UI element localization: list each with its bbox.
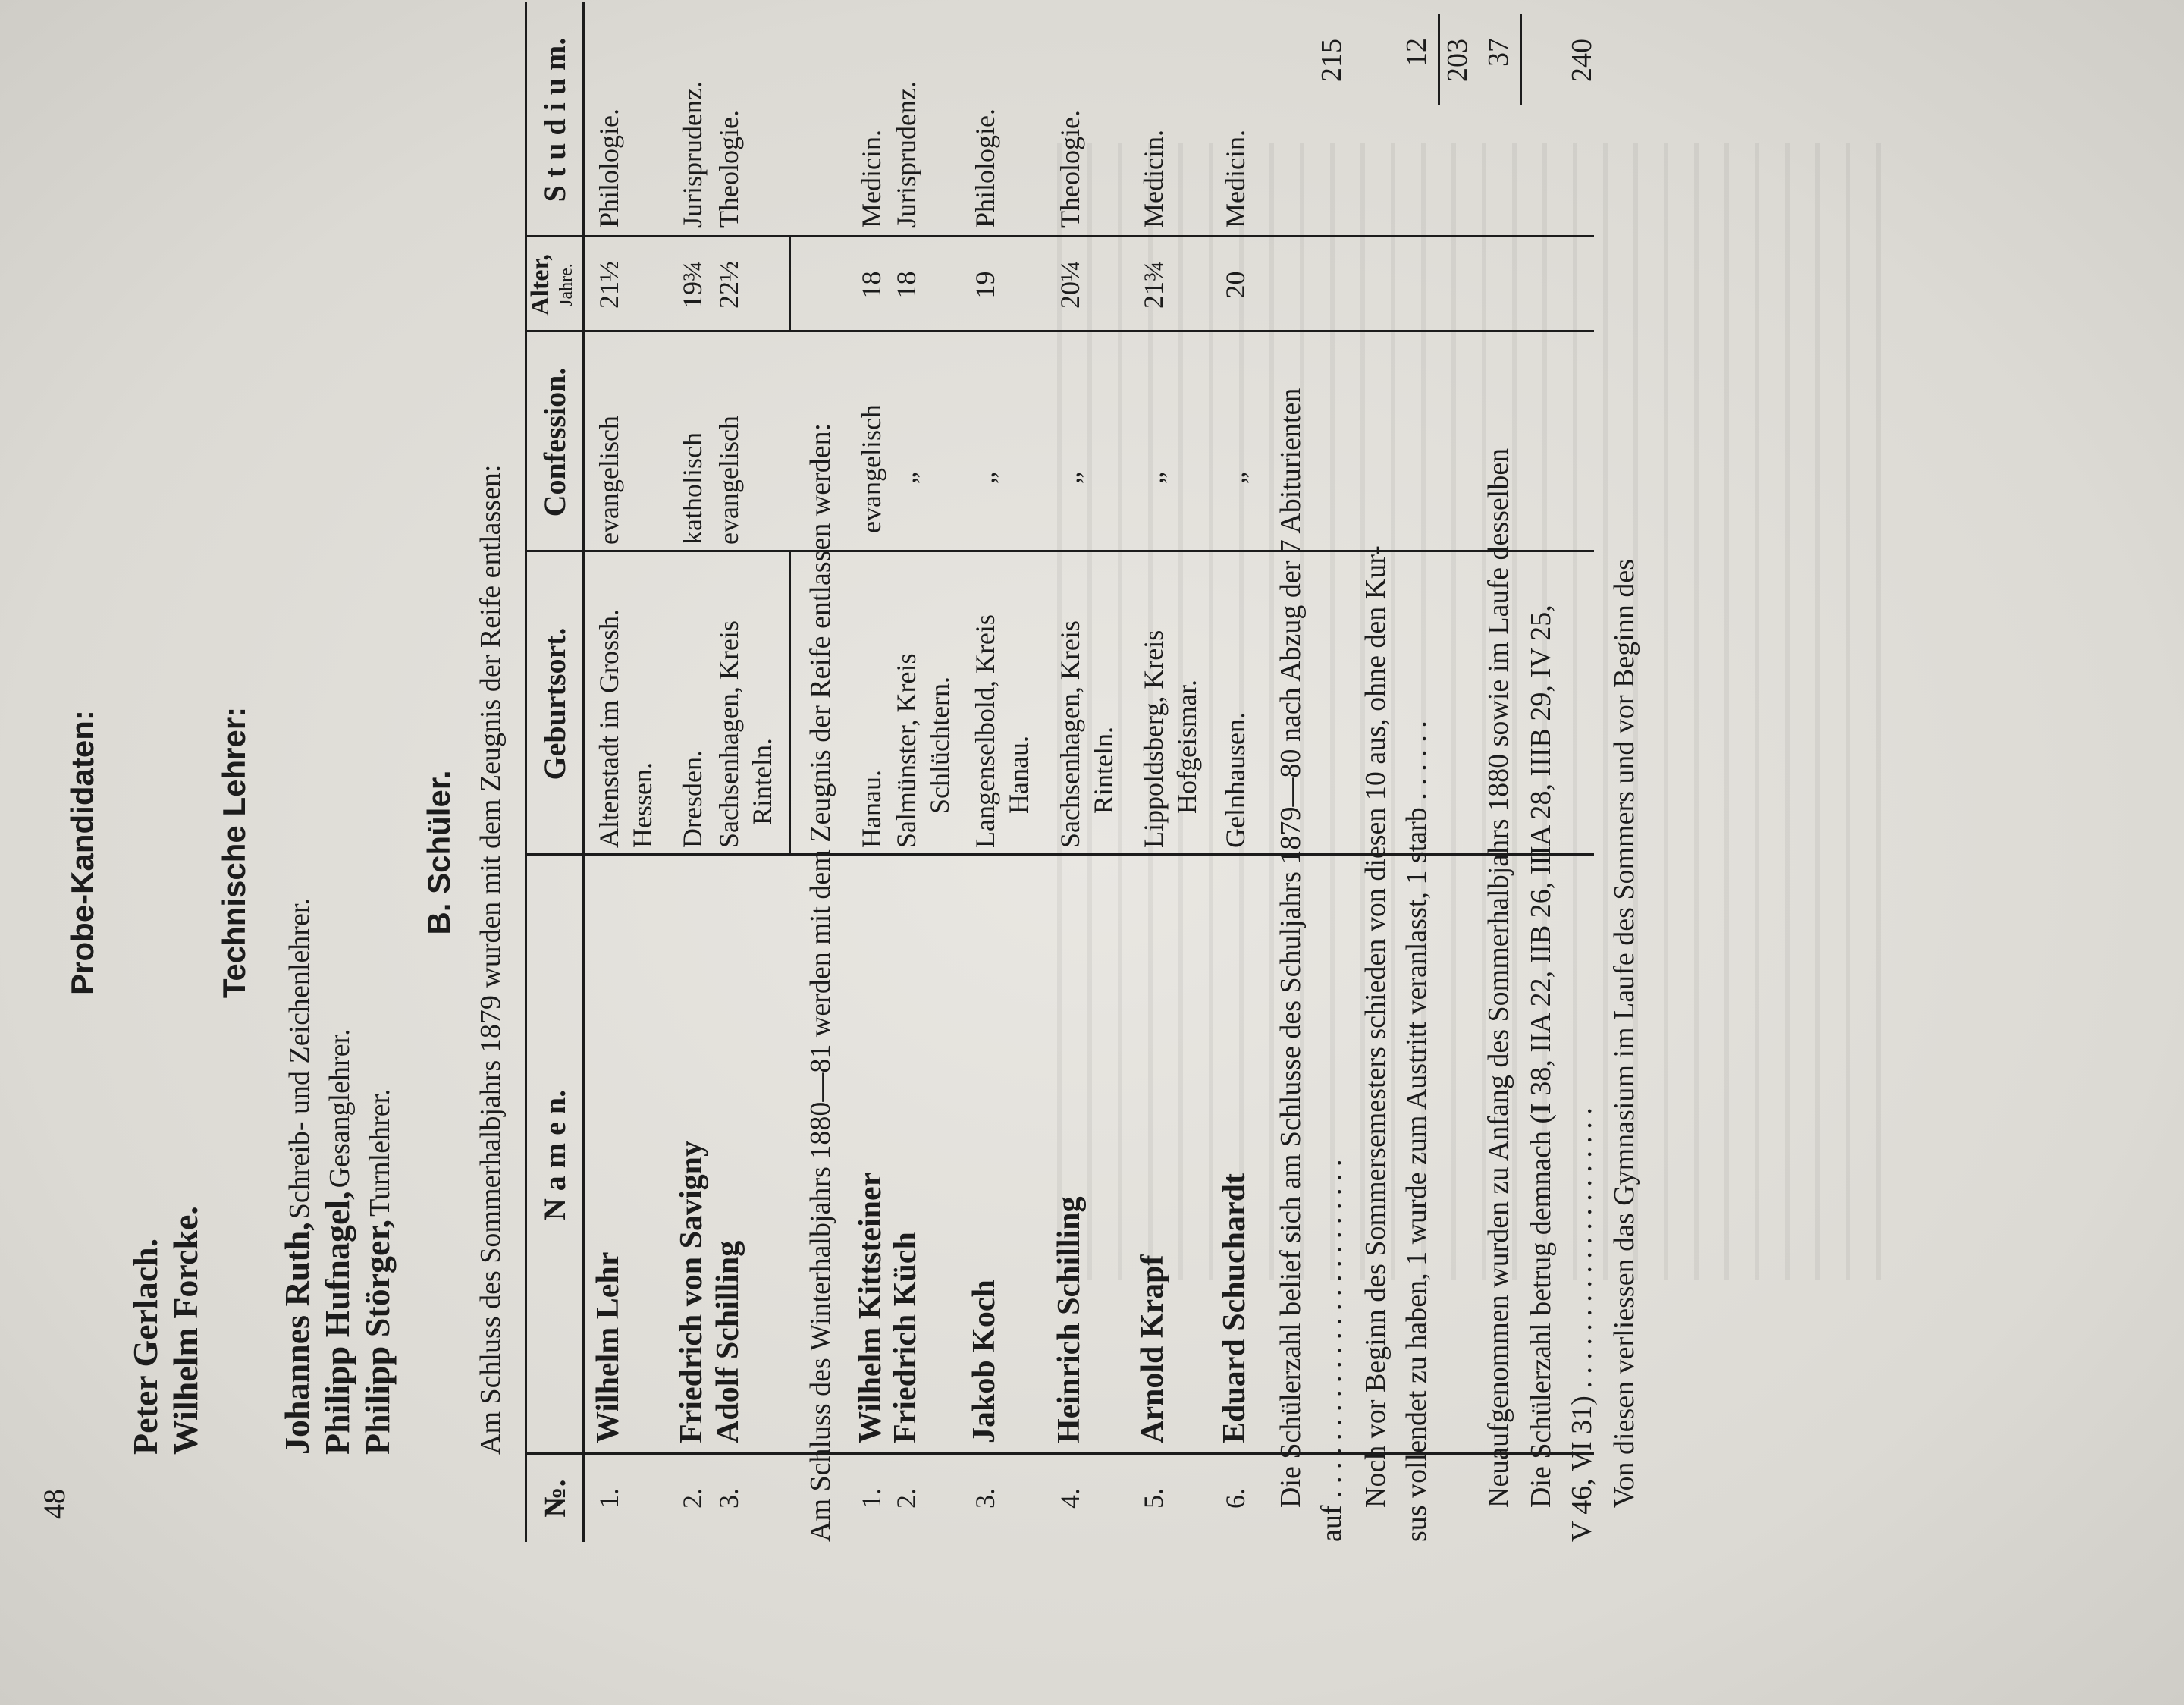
table-row-birthplace: Altenstadt im Grossh.: [594, 609, 624, 848]
para-departures-line2: sus vollendet zu haben, 1 wurde zum Austritt veranlasst, 1 starb . . . . . .: [1401, 721, 1432, 1542]
table-row-age: 18: [891, 271, 921, 299]
table-row-birthplace: Sachsenhagen, Kreis: [1055, 620, 1085, 848]
header-age-unit: Jahre.: [557, 263, 576, 306]
column-divider: [525, 853, 1594, 856]
para-enrollment-line1: Die Schülerzahl belief sich am Schlusse des Schuljahrs 1879—80 nach Abzug der 7 Abiturienten: [1275, 388, 1307, 1508]
probe-candidates-heading: Probe-Kandidaten:: [64, 710, 100, 995]
para-total-line1: [1524, 604, 1558, 1508]
table-row-nr: 1.: [856, 1488, 886, 1509]
header-name: N a m e n.: [538, 1089, 572, 1221]
table-row-age: 18: [856, 271, 886, 299]
table-top-rule: [525, 2, 527, 1542]
teacher-row-3: [357, 1088, 397, 1455]
table-row-confession: katholisch: [677, 432, 708, 545]
table-row-name: Jakob Koch: [967, 1280, 1002, 1443]
value-new-students: 37: [1483, 38, 1514, 67]
row-rule: [789, 237, 791, 332]
page-number: 48: [37, 1489, 71, 1519]
teacher-row-1: [277, 898, 317, 1455]
table-row-confession: „: [1138, 472, 1169, 484]
table-row-nr: 1.: [594, 1488, 624, 1509]
table-row-name: Eduard Schuchardt: [1217, 1173, 1252, 1443]
table-row-study: Medicin.: [856, 130, 886, 228]
table-row-birthplace-cont: Rinteln.: [747, 738, 777, 825]
teacher-role: Gesanglehrer.: [324, 1028, 356, 1188]
table-header-rule: [582, 2, 585, 1542]
table-row-birthplace: Langenselbold, Kreis: [970, 614, 1000, 848]
table-row-name: Friedrich Küch: [888, 1232, 923, 1443]
table-row-age: 22½: [714, 261, 744, 309]
section-b-title: B. Schüler.: [421, 770, 457, 935]
table-row-birthplace-cont: Rinteln.: [1088, 727, 1119, 814]
table-row-name: Heinrich Schilling: [1052, 1196, 1087, 1443]
table-row-name: Adolf Schilling: [711, 1240, 745, 1443]
teacher-name: Johannes Ruth,: [278, 1222, 316, 1455]
value-subtotal: 203: [1442, 39, 1473, 82]
sum-rule: [1520, 14, 1522, 105]
table-row-age: 21½: [594, 261, 624, 309]
table-row-name: Arnold Krapf: [1135, 1254, 1170, 1443]
table-row-nr: 5.: [1138, 1488, 1169, 1509]
teacher-role: Schreib- und Zeichenlehrer.: [284, 898, 315, 1220]
table-row-confession: „: [970, 472, 1000, 484]
header-confession: Confession.: [538, 367, 572, 517]
table-row-age: 19¾: [677, 261, 708, 309]
table-row-birthplace: Hanau.: [856, 770, 886, 848]
probe-candidate-1: Peter Gerlach.: [126, 1238, 165, 1455]
header-age: Alter,: [526, 254, 554, 316]
header-nr: №.: [538, 1479, 572, 1518]
table-row-study: Medicin.: [1138, 130, 1169, 228]
table-row-birthplace-cont: Hessen.: [627, 762, 657, 848]
table-row-name: Friedrich von Savigny: [674, 1140, 709, 1443]
table-row-confession: „: [1220, 472, 1250, 484]
para-leavers: Von diesen verliessen das Gymnasium im Laufe des Sommers und vor Beginn des: [1608, 559, 1640, 1508]
header-birthplace: Geburtsort.: [538, 627, 572, 780]
table-row-study: Theologie.: [714, 110, 744, 228]
para-total-pre: Die Schülerzahl betrug demnach (: [1525, 1113, 1557, 1508]
para-total-post: 38, IIA 22, IIB 26, IIIA 28, IIIB 29, IV 25,: [1525, 604, 1557, 1104]
row-rule: [789, 552, 791, 856]
intro-winter: Am Schluss des Winterhalbjahrs 1880—81 werden mit dem Zeugnis der Reife entlassen werden:: [805, 422, 836, 1542]
para-total-bold: I: [1525, 1103, 1557, 1114]
value-departures: 12: [1401, 38, 1432, 67]
para-total-line2: V 46, VI 31) . . . . . . . . . . . . . . . . . . . .: [1566, 1107, 1598, 1542]
table-row-confession: evangelisch: [714, 416, 744, 545]
table-row-confession: evangelisch: [856, 404, 886, 533]
table-row-nr: 3.: [970, 1488, 1000, 1509]
table-row-study: Medicin.: [1220, 130, 1250, 228]
column-divider: [525, 550, 1594, 552]
table-row-nr: 6.: [1220, 1488, 1250, 1509]
table-row-birthplace-cont: Schlüchtern.: [924, 677, 955, 814]
table-row-birthplace: Lippoldsberg, Kreis: [1138, 630, 1169, 848]
para-departures-line1: Noch vor Beginn des Sommersemesters schieden von diesen 10 aus, ohne den Kur-: [1360, 545, 1392, 1508]
para-enrollment-line2: auf . . . . . . . . . . . . . . . . . . . . . . . .: [1316, 1159, 1348, 1542]
para-new-students: Neuaufgenommen wurden zu Anfang des Sommerhalbjahrs 1880 sowie im Laufe desselben: [1483, 447, 1514, 1508]
table-row-confession: „: [891, 472, 921, 484]
value-total: 240: [1566, 39, 1598, 82]
table-row-study: Philologie.: [970, 108, 1000, 228]
table-row-birthplace: Gelnhausen.: [1220, 712, 1250, 848]
intro-summer: Am Schluss des Sommerhalbjahrs 1879 wurden mit dem Zeugnis der Reife entlassen:: [475, 464, 507, 1455]
table-row-name: Wilhelm Lehr: [591, 1251, 626, 1443]
table-row-birthplace: Dresden.: [677, 750, 708, 848]
table-row-name: Wilhelm Kittsteiner: [853, 1172, 888, 1443]
table-row-nr: 2.: [677, 1488, 708, 1509]
table-row-birthplace-cont: Hanau.: [1003, 736, 1034, 814]
table-row-age: 21¾: [1138, 261, 1169, 309]
table-row-birthplace-cont: Hofgeismar.: [1172, 680, 1202, 814]
table-row-confession: evangelisch: [594, 416, 624, 545]
table-row-nr: 3.: [714, 1488, 744, 1509]
table-row-study: Jurisprudenz.: [677, 81, 708, 228]
table-row-birthplace: Salmünster, Kreis: [891, 653, 921, 848]
teacher-name: Philipp Störger,: [358, 1219, 397, 1455]
table-row-age: 19: [970, 271, 1000, 299]
table-row-confession: „: [1055, 472, 1085, 484]
teacher-row-2: [317, 1028, 357, 1455]
sum-rule: [1438, 14, 1440, 105]
table-row-nr: 2.: [891, 1488, 921, 1509]
table-row-age: 20: [1220, 271, 1250, 299]
header-study: S t u d i u m.: [538, 37, 572, 203]
table-row-study: Theologie.: [1055, 110, 1085, 228]
table-row-study: Philologie.: [594, 108, 624, 228]
table-row-study: Jurisprudenz.: [891, 81, 921, 228]
table-row-age: 20¼: [1055, 261, 1085, 309]
table-row-birthplace: Sachsenhagen, Kreis: [714, 620, 744, 848]
table-row-nr: 4.: [1055, 1488, 1085, 1509]
teacher-name: Philipp Hufnagel,: [318, 1191, 356, 1455]
teacher-role: Turnlehrer.: [364, 1088, 396, 1217]
technical-teachers-heading: Technische Lehrer:: [216, 706, 252, 999]
probe-candidate-2: Wilhelm Forcke.: [166, 1206, 205, 1455]
value-enrollment: 215: [1316, 39, 1348, 82]
